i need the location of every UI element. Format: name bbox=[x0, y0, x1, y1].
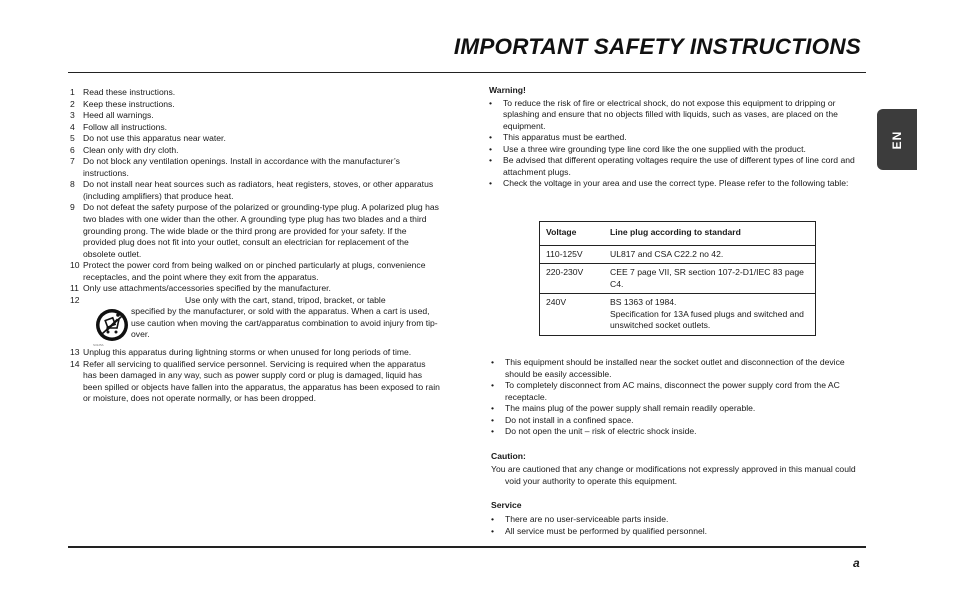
item-text: Read these instructions. bbox=[83, 87, 176, 97]
bullet: • bbox=[491, 380, 495, 391]
item-text: There are no user-serviceable parts inside. bbox=[505, 514, 669, 525]
table-cell: 240V bbox=[540, 294, 605, 336]
warning-section bbox=[489, 85, 863, 190]
caution-heading: Caution: bbox=[491, 450, 526, 461]
item-number: 10 bbox=[70, 260, 80, 271]
item-number: 7 bbox=[70, 156, 75, 167]
item-number: 5 bbox=[70, 133, 75, 144]
item-text: To reduce the risk of fire or electrical shock, do not expose this equipment to dripping or splashing and ensure that no objects filled with liquids, such as vases, are placed on the equipment. bbox=[503, 97, 838, 131]
item-text: Unplug this apparatus during lightning storms or when unused for long periods of time. bbox=[83, 347, 412, 358]
item-text: Keep these instructions. bbox=[83, 98, 175, 109]
installation-section bbox=[491, 357, 865, 537]
item-text: specified by the manufacturer, or sold with the apparatus. When a cart is used, use caution when moving the cart/apparatus combination to avoid injury from tip-over. bbox=[131, 306, 438, 340]
bullet: • bbox=[489, 97, 493, 108]
item-text: To completely disconnect from AC mains, disconnect the power supply cord from the AC receptacle. bbox=[505, 380, 840, 402]
item-text: This apparatus must be earthed. bbox=[503, 132, 627, 143]
list-item bbox=[489, 178, 863, 190]
table-row bbox=[540, 264, 816, 294]
table-header-cell: Line plug according to standard bbox=[610, 227, 741, 237]
item-text: Follow all instructions. bbox=[83, 121, 168, 132]
language-tab-label: EN bbox=[890, 130, 904, 149]
list-item bbox=[70, 156, 440, 179]
item-text: Use only with the cart, stand, tripod, bracket, or table bbox=[185, 294, 386, 305]
table-cell: UL817 and CSA C22.2 no 42. bbox=[604, 245, 816, 264]
list-item bbox=[491, 514, 865, 526]
item-number: 11 bbox=[70, 283, 79, 294]
item-number: 9 bbox=[70, 202, 75, 213]
item-text: The mains plug of the power supply shall remain readily operable. bbox=[505, 403, 756, 414]
page-number: a bbox=[853, 556, 860, 570]
item-text: Use a three wire grounding type line cord like the one supplied with the product. bbox=[503, 143, 806, 154]
list-item bbox=[70, 110, 440, 122]
item-text: Do not use this apparatus near water. bbox=[83, 133, 226, 144]
list-item bbox=[70, 122, 440, 134]
item-number: 6 bbox=[70, 144, 75, 155]
list-item bbox=[70, 99, 440, 111]
cart-tip-over-warning-icon bbox=[91, 306, 131, 348]
safety-instructions-list bbox=[70, 87, 440, 405]
list-item bbox=[489, 155, 863, 178]
table-row bbox=[540, 245, 816, 264]
warning-list bbox=[489, 98, 863, 190]
voltage-table bbox=[539, 221, 816, 336]
item-text: Protect the power cord from being walked on or pinched particularly at plugs, convenience receptacles, and the point where they exit from the apparatus. bbox=[83, 260, 426, 282]
service-heading: Service bbox=[491, 500, 522, 511]
list-item bbox=[491, 526, 865, 538]
table-cell: 110-125V bbox=[540, 245, 605, 264]
list-item bbox=[70, 260, 440, 283]
list-item bbox=[70, 133, 440, 145]
list-item bbox=[70, 359, 440, 405]
bullet: • bbox=[489, 178, 493, 189]
table-cell-line: BS 1363 of 1984. bbox=[610, 297, 677, 308]
installation-list bbox=[491, 357, 865, 438]
language-tab bbox=[877, 109, 917, 170]
bullet: • bbox=[491, 514, 495, 525]
item-text: Only use attachments/accessories specified by the manufacturer. bbox=[83, 283, 331, 294]
item-text: Do not open the unit – risk of electric shock inside. bbox=[505, 426, 697, 437]
caution-text bbox=[491, 464, 865, 487]
list-item bbox=[70, 87, 440, 99]
item-number: 2 bbox=[70, 98, 75, 109]
list-item bbox=[491, 380, 865, 403]
list-item bbox=[491, 426, 865, 438]
list-item bbox=[489, 132, 863, 144]
item-number: 12 bbox=[70, 294, 80, 305]
list-item bbox=[70, 347, 440, 359]
list-item bbox=[489, 144, 863, 156]
bullet: • bbox=[491, 357, 495, 367]
table-row bbox=[540, 294, 816, 336]
bullet: • bbox=[489, 132, 493, 143]
item-text: This equipment should be installed near the socket outlet and disconnection of the device should be easily accessible. bbox=[505, 357, 845, 379]
list-item bbox=[70, 283, 440, 295]
bullet: • bbox=[491, 414, 495, 425]
service-list bbox=[491, 514, 865, 537]
list-item bbox=[491, 357, 865, 380]
caution-paragraph: You are cautioned that any change or modifications not expressly approved in this manual could void your authority to operate this equipment. bbox=[491, 464, 856, 486]
bullet: • bbox=[491, 403, 495, 414]
list-item bbox=[70, 179, 440, 202]
item-number: 13 bbox=[70, 347, 80, 358]
table-header-cell: Voltage bbox=[546, 227, 577, 237]
item-text: Clean only with dry cloth. bbox=[83, 144, 179, 155]
footer-rule bbox=[68, 546, 866, 548]
item-number: 14 bbox=[70, 358, 80, 369]
item-text: Refer all servicing to qualified service personnel. Servicing is required when the apparatus has been damaged in any way, such as power supply cord or plug is damaged, liquid has been spilled or objects have fallen into the apparatus, the apparatus has been exposed to rain or moisture, does not operate normally, or has been dropped. bbox=[83, 358, 440, 404]
item-number: 8 bbox=[70, 179, 75, 190]
bullet: • bbox=[489, 155, 493, 166]
bullet: • bbox=[489, 143, 493, 154]
item-number: 3 bbox=[70, 110, 75, 121]
header-rule bbox=[68, 72, 866, 73]
table-cell bbox=[604, 294, 816, 336]
item-text: Do not install in a confined space. bbox=[505, 414, 634, 425]
table-cell: 220-230V bbox=[540, 264, 605, 294]
list-item bbox=[70, 202, 440, 260]
table-cell-line: Specification for 13A fused plugs and switched and unswitched socket outlets. bbox=[610, 308, 804, 331]
item-number: 1 bbox=[70, 87, 75, 97]
item-text: Check the voltage in your area and use the correct type. Please refer to the following table: bbox=[503, 178, 849, 189]
svg-text:S3125A: S3125A bbox=[93, 342, 104, 347]
item-text: Do not defeat the safety purpose of the polarized or grounding-type plug. A polarized plug has two blades with one wider than the other. A grounding type plug has two blades and a third grounding prong. The wide blade or the third prong are provided for your safety. If the provided plug does not fit into your outlet, consult an electrician for replacement of the obsolete outlet. bbox=[83, 202, 439, 259]
item-text: Do not install near heat sources such as radiators, heat registers, stoves, or other apparatus (including amplifiers) that produce heat. bbox=[83, 179, 434, 201]
item-text: Do not block any ventilation openings. Install in accordance with the manufacturer’s instructions. bbox=[83, 156, 400, 178]
list-item bbox=[70, 145, 440, 157]
table-cell: CEE 7 page VII, SR section 107-2-D1/IEC 83 page C4. bbox=[604, 264, 816, 294]
page-title: IMPORTANT SAFETY INSTRUCTIONS bbox=[453, 34, 861, 59]
item-text: Heed all warnings. bbox=[83, 110, 154, 121]
warning-heading: Warning! bbox=[489, 85, 526, 95]
bullet: • bbox=[491, 525, 495, 536]
list-item bbox=[70, 294, 440, 347]
list-item bbox=[489, 98, 863, 133]
item-number: 4 bbox=[70, 121, 75, 132]
table-header-row bbox=[540, 222, 816, 246]
item-text: Be advised that different operating voltages require the use of different types of line cord and attachment plugs. bbox=[503, 155, 855, 177]
list-item bbox=[491, 415, 865, 427]
list-item bbox=[491, 403, 865, 415]
bullet: • bbox=[491, 426, 495, 437]
item-text: All service must be performed by qualified personnel. bbox=[505, 525, 708, 536]
